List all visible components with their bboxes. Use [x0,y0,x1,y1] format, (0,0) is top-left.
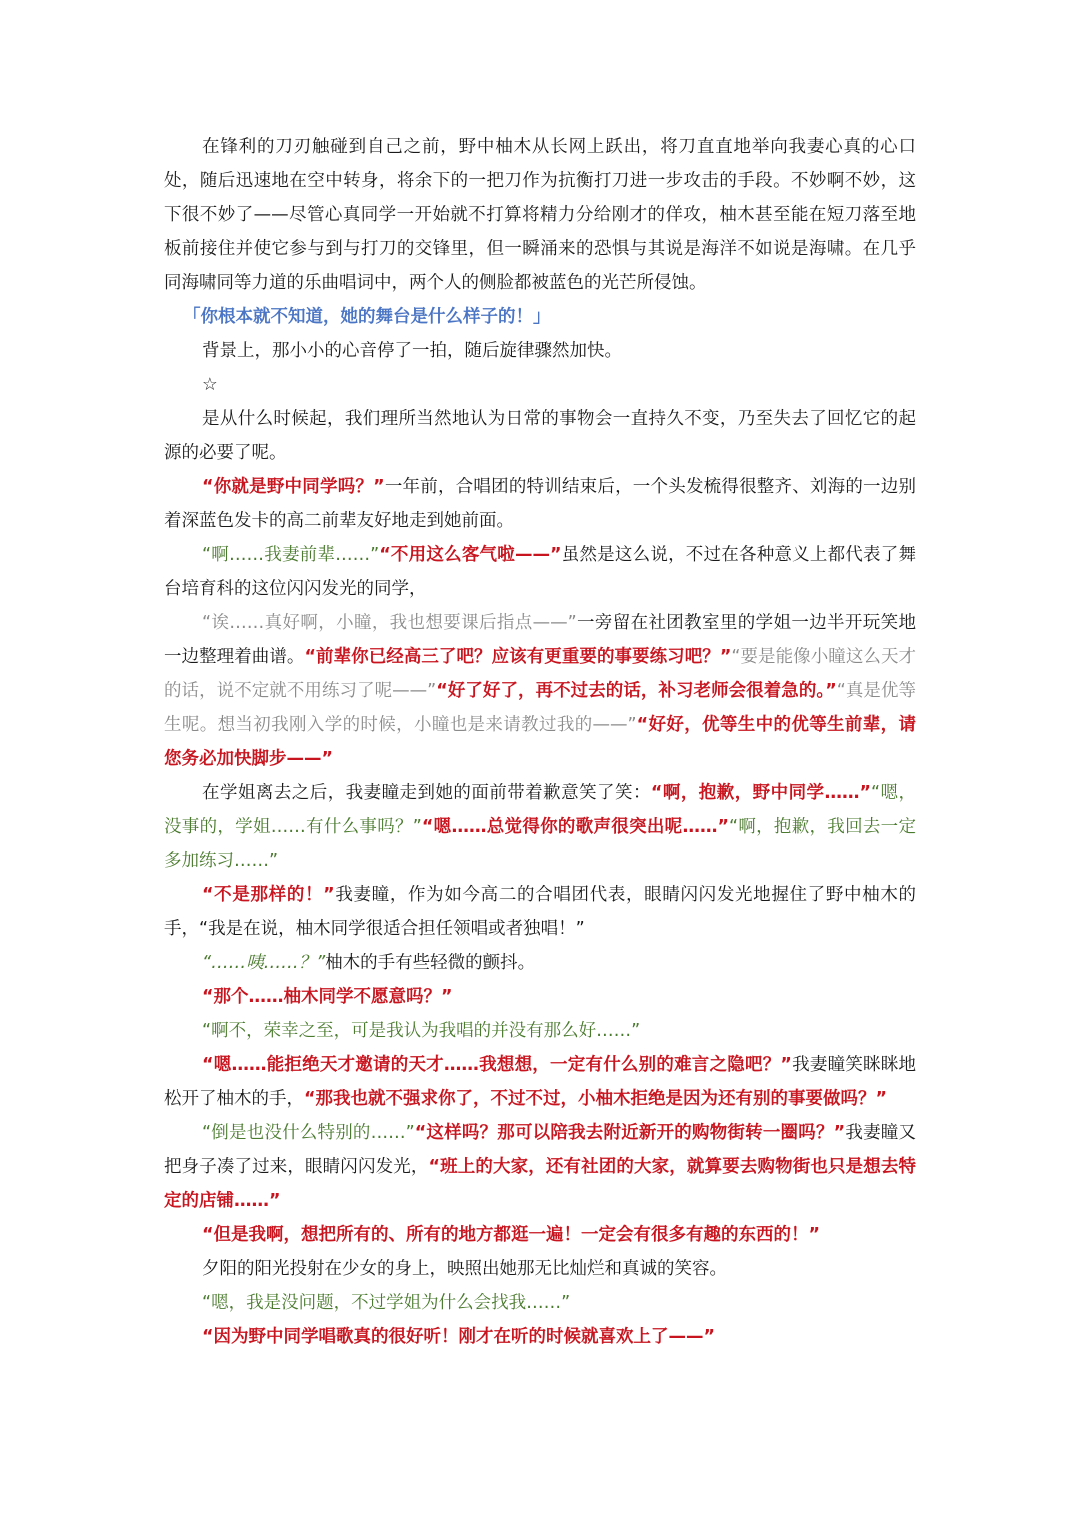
paragraph-6 [164,470,916,538]
dialogue-yuzuki: “倒是也没什么特别的……” [202,1123,415,1143]
dialogue-hitomi: “啊，抱歉，野中同学……” [650,783,871,803]
dialogue-hitomi: “那我也就不强求你了，不过不过，小柚木拒绝是因为还有别的事要做吗？” [304,1089,888,1109]
paragraph-19 [164,1320,916,1354]
narration: 我妻瞳又把身子凑了过来，眼睛闪闪发光， [164,1123,916,1177]
dialogue-hitomi: “但是我啊，想把所有的、所有的地方都逛一遍！一定会有很多有趣的东西的！” [202,1225,821,1245]
dialogue-hitomi: “好好，优等生中的优等生前辈，请您务必加快脚步——” [164,715,916,769]
paragraph-16 [164,1218,916,1252]
narration: 我妻瞳笑眯眯地松开了柚木的手， [164,1055,917,1109]
paragraph-10 [164,878,916,946]
paragraph-7 [164,538,916,606]
paragraph-3: 背景上，那小小的心音停了一拍，随后旋律骤然加快。 [202,341,622,361]
dialogue-yuzuki: “……咦……？” [202,953,326,973]
paragraph-18 [164,1286,916,1320]
narration: 一旁留在社团教室里的学姐一边半开玩笑地一边整理着曲谱。 [164,613,916,667]
dialogue-hitomi: “因为野中同学唱歌真的很好听！刚才在听的时候就喜欢上了——” [202,1327,716,1347]
star-divider: ☆ [202,375,218,395]
paragraph-1: 在锋利的刀刃触碰到自己之前，野中柚木从长网上跃出，将刀直直地举向我妻心真的心口处，随后迅速地在空中转身，将余下的一把刀作为抗衡打刀进一步攻击的手段。不妙啊不妙，这下很不妙了——尽管心真同学一开始就不打算将精力分给刚才的佯攻，柚木甚至能在短刀落至地板前接住并使它参与到与打刀的交锋里，但一瞬涌来的恐惧与其说是海洋不如说是海啸。在几乎同海啸同等力道的乐曲唱词中，两个人的侧脸都被蓝色的光芒所侵蚀。 [164,137,916,293]
dialogue-senior: “要是能像小瞳这么天才的话，说不定就不用练习了呢——” [164,647,916,701]
paragraph-15 [164,1116,916,1218]
dialogue-hitomi: “嗯……总觉得你的歌声很突出呢……” [421,817,729,837]
dialogue-hitomi: “嗯……能拒绝天才邀请的天才……我想想，一定有什么别的难言之隐吧？” [202,1055,792,1075]
narration: 在学姐离去之后，我妻瞳走到她的面前带着歉意笑了笑： [202,783,651,803]
dialogue-hitomi: “班上的大家，还有社团的大家，就算要去购物街也只是想去特定的店铺……” [164,1157,917,1211]
paragraph-8 [164,606,916,776]
paragraph-5: 是从什么时候起，我们理所当然地认为日常的事物会一直持久不变，乃至失去了回忆它的起源的必要了呢。 [164,409,916,463]
narration: 一年前，合唱团的特训结束后，一个头发梳得很整齐、刘海的一边别着深蓝色发卡的高二前辈友好地走到她前面。 [164,477,916,531]
dialogue-yuzuki: “嗯，我是没问题，不过学姐为什么会找我……” [202,1293,571,1313]
dialogue-yuzuki: “嗯，没事的，学姐……有什么事吗？” [164,783,916,837]
dialogue-hitomi: “不是那样的！” [202,885,335,905]
paragraph-9 [164,776,916,878]
dialogue-hitomi: “你就是野中同学吗？” [202,477,385,497]
dialogue-hitomi: “那个……柚木同学不愿意吗？” [202,987,453,1007]
narration: 我妻瞳，作为如今高二的合唱团代表，眼睛闪闪发光地握住了野中柚木的手，“我是在说，柚木同学很适合担任领唱或者独唱！” [164,885,916,939]
dialogue-senior: “真是优等生呢。想当初我刚入学的时候，小瞳也是来请教过我的——” [164,681,916,735]
narration: 虽然是这么说，不过在各种意义上都代表了舞台培育科的这位闪闪发光的同学， [164,545,916,599]
paragraph-13 [164,1014,916,1048]
dialogue-yuzuki: “啊不，荣幸之至，可是我认为我唱的并没有那么好……” [202,1021,641,1041]
paragraph-14 [164,1048,916,1116]
narration: 柚木的手有些轻微的颤抖。 [325,953,536,973]
paragraph-12 [164,980,916,1014]
paragraph-11 [164,946,916,980]
dialogue-hitomi: “这样吗？那可以陪我去附近新开的购物街转一圈吗？” [414,1123,846,1143]
dialogue-hitomi: “前辈你已经高三了吧？应该有更重要的事要练习吧？” [304,647,732,667]
dialogue-yuzuki: “啊……我妻前辈……” [202,545,380,565]
document-body [164,130,916,1354]
paragraph-17: 夕阳的阳光投射在少女的身上，映照出她那无比灿烂和真诚的笑容。 [202,1259,727,1279]
blue-quote: 「你根本就不知道，她的舞台是什么样子的！」 [183,307,551,327]
dialogue-yuzuki: “啊，抱歉，我回去一定多加练习……” [164,817,916,871]
paragraph-2 [164,300,916,334]
dialogue-senior: “诶……真好啊，小瞳，我也想要课后指点——” [202,613,577,633]
dialogue-hitomi: “好了好了，再不过去的话，补习老师会很着急的。” [436,681,837,701]
dialogue-hitomi: “不用这么客气啦——” [379,545,562,565]
